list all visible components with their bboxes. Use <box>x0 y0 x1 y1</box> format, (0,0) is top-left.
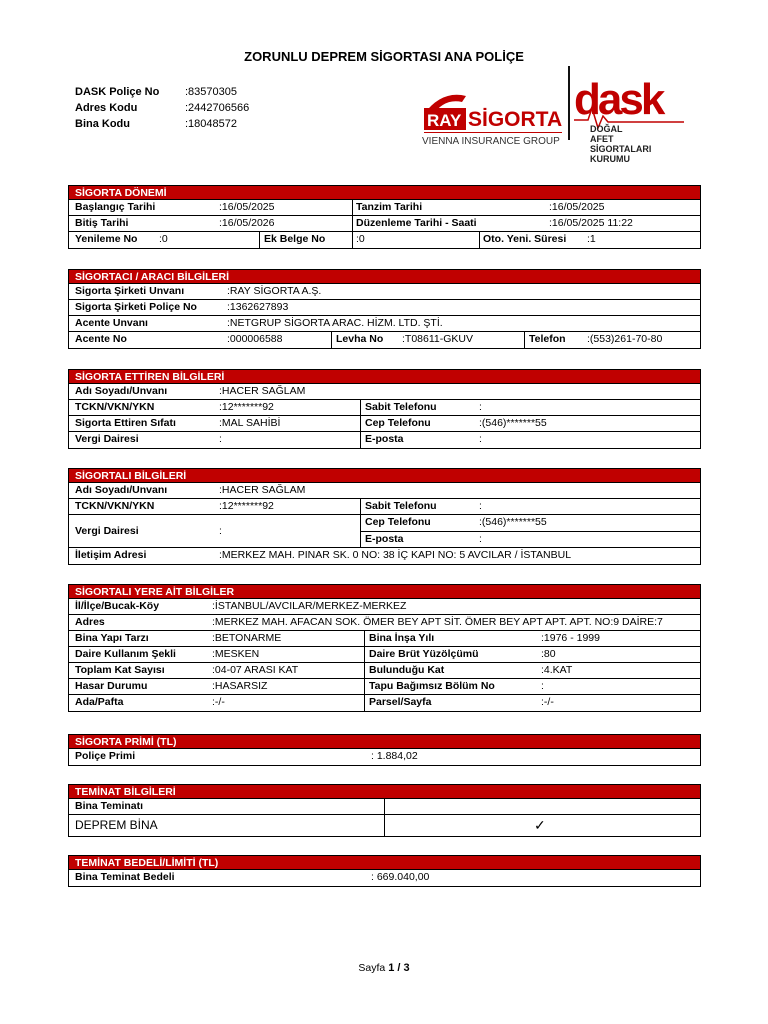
field-label: TCKN/VKN/YKN <box>75 401 155 413</box>
field-value: :04-07 ARASI KAT <box>212 664 299 676</box>
field-label: İletişim Adresi <box>75 549 147 561</box>
header-row <box>75 100 249 116</box>
header-label: Adres Kodu <box>75 102 138 114</box>
header-row <box>75 116 249 132</box>
field-value: :000006588 <box>227 333 283 345</box>
field-value: :(553)261-70-80 <box>587 333 663 345</box>
field-value: :1362627893 <box>227 301 289 313</box>
field-label: E-posta <box>365 433 404 445</box>
dask-logo <box>568 66 688 166</box>
section-sigorta-donemi <box>68 185 701 249</box>
field-value: :4.KAT <box>541 664 573 676</box>
field-value: :-/- <box>212 696 225 708</box>
table-row <box>69 515 700 548</box>
page-number: 1 / 3 <box>388 962 410 974</box>
section-title: TEMİNAT BİLGİLERİ <box>68 784 701 799</box>
table-row <box>69 695 700 711</box>
svg-text:dask: dask <box>574 75 663 124</box>
field-value: :1976 - 1999 <box>541 632 600 644</box>
field-label: Düzenleme Tarihi - Saati <box>356 217 477 229</box>
table-row <box>69 499 700 515</box>
section-title: SİGORTA ETTİREN BİLGİLERİ <box>68 369 701 384</box>
page-footer <box>0 962 768 974</box>
dask-logo-icon <box>568 66 688 170</box>
field-label: Telefon <box>529 333 566 345</box>
field-label: Poliçe Primi <box>75 750 136 762</box>
section-sigortali <box>68 468 701 565</box>
field-value: :0 <box>159 233 168 245</box>
field-label: DEPREM BİNA <box>75 818 158 832</box>
table-row <box>69 316 700 332</box>
table-row <box>69 870 700 886</box>
section-grid <box>68 384 701 449</box>
header-value: :2442706566 <box>185 102 250 114</box>
field-value: :MERKEZ MAH. PINAR SK. 0 NO: 38 İÇ KAPI NO: 5 AVCILAR / İSTANBUL <box>219 549 572 561</box>
ray-logo-icon <box>422 86 562 150</box>
field-value: :(546)*******55 <box>479 516 547 528</box>
field-label: E-posta <box>365 533 404 545</box>
table-row <box>69 663 700 679</box>
field-value: :0 <box>356 233 365 245</box>
table-row <box>69 548 700 564</box>
section-grid <box>68 200 701 249</box>
header-label: Bina Kodu <box>75 118 130 130</box>
table-row <box>69 483 700 499</box>
field-value: : <box>479 500 482 512</box>
section-sigortaci <box>68 269 701 349</box>
field-label: Bina Teminat Bedeli <box>75 871 175 883</box>
table-row <box>69 599 700 615</box>
field-value: :80 <box>541 648 556 660</box>
section-grid <box>68 284 701 349</box>
field-value: :RAY SİGORTA A.Ş. <box>227 285 322 297</box>
field-label: Sigorta Ettiren Sıfatı <box>75 417 176 429</box>
header-value: :83570305 <box>185 86 237 98</box>
table-row <box>69 416 700 432</box>
field-value: :HACER SAĞLAM <box>219 484 306 496</box>
field-value: :İSTANBUL/AVCILAR/MERKEZ-MERKEZ <box>212 600 407 612</box>
document-title: ZORUNLU DEPREM SİGORTASI ANA POLİÇE <box>244 49 524 64</box>
field-label: Cep Telefonu <box>365 417 431 429</box>
section-title: TEMİNAT BEDELİ/LİMİTİ (TL) <box>68 855 701 870</box>
table-row <box>69 200 700 216</box>
field-value: :MAL SAHİBİ <box>219 417 281 429</box>
section-grid <box>68 799 701 837</box>
field-label: Bina İnşa Yılı <box>369 632 435 644</box>
field-value: : <box>219 525 222 537</box>
field-value: :16/05/2026 <box>219 217 275 229</box>
section-teminat-bilgileri <box>68 784 701 837</box>
section-title: SİGORTA PRİMİ (TL) <box>68 734 701 749</box>
field-value: :-/- <box>541 696 554 708</box>
field-label: Vergi Dairesi <box>75 433 139 445</box>
field-value: : <box>541 680 544 692</box>
field-label: Ek Belge No <box>264 233 326 245</box>
field-label: Sabit Telefonu <box>365 401 437 413</box>
table-row <box>69 300 700 316</box>
field-label: Sigorta Şirketi Poliçe No <box>75 301 197 313</box>
table-row <box>69 284 700 300</box>
field-label: Yenileme No <box>75 233 138 245</box>
field-label: Parsel/Sayfa <box>369 696 432 708</box>
field-value: :HASARSIZ <box>212 680 268 692</box>
field-label: Toplam Kat Sayısı <box>75 664 165 676</box>
svg-text:AFET: AFET <box>590 134 614 144</box>
ray-sigorta-logo <box>422 86 562 155</box>
field-value: :16/05/2025 11:22 <box>549 217 633 229</box>
section-title: SİGORTALI YERE AİT BİLGİLER <box>68 584 701 599</box>
field-value: :T08611-GKUV <box>402 333 474 345</box>
table-row <box>69 332 700 348</box>
field-label: Tapu Bağımsız Bölüm No <box>369 680 495 692</box>
header-label: DASK Poliçe No <box>75 86 160 98</box>
section-sigorta-ettiren <box>68 369 701 449</box>
table-row <box>69 679 700 695</box>
field-label: Sabit Telefonu <box>365 500 437 512</box>
table-row <box>69 815 700 836</box>
field-value: : <box>479 433 482 445</box>
table-row <box>69 631 700 647</box>
field-value: : 669.040,00 <box>371 871 430 883</box>
policy-header <box>75 84 249 132</box>
section-title: SİGORTA DÖNEMİ <box>68 185 701 200</box>
table-row <box>69 799 700 815</box>
field-value: :BETONARME <box>212 632 282 644</box>
check-icon: ✓ <box>534 817 546 833</box>
svg-text:DOĞAL: DOĞAL <box>590 124 623 134</box>
svg-text:KURUMU: KURUMU <box>590 154 630 164</box>
field-value: : <box>479 401 482 413</box>
table-row <box>69 432 700 448</box>
field-label: Daire Brüt Yüzölçümü <box>369 648 479 660</box>
table-row <box>69 384 700 400</box>
field-label: Acente Unvanı <box>75 317 148 329</box>
section-grid <box>68 870 701 887</box>
svg-text:VIENNA INSURANCE GROUP: VIENNA INSURANCE GROUP <box>422 136 560 147</box>
field-label: Başlangıç Tarihi <box>75 201 156 213</box>
field-label: Levha No <box>336 333 384 345</box>
section-grid <box>68 483 701 565</box>
field-label: Bitiş Tarihi <box>75 217 129 229</box>
field-label: Acente No <box>75 333 127 345</box>
field-label: Bulunduğu Kat <box>369 664 445 676</box>
field-value: : <box>219 433 222 445</box>
section-teminat-bedeli <box>68 855 701 887</box>
table-row <box>69 647 700 663</box>
field-value: :12*******92 <box>219 401 274 413</box>
svg-text:SİGORTALARI: SİGORTALARI <box>590 144 652 154</box>
section-grid <box>68 749 701 766</box>
field-label: TCKN/VKN/YKN <box>75 500 155 512</box>
section-sigorta-primi <box>68 734 701 766</box>
field-label: Bina Teminatı <box>75 800 144 812</box>
svg-text:RAY: RAY <box>427 111 462 130</box>
section-sigortali-yer <box>68 584 701 712</box>
field-label: Vergi Dairesi <box>75 525 139 537</box>
field-label: Sigorta Şirketi Unvanı <box>75 285 185 297</box>
header-row <box>75 84 249 100</box>
table-row <box>69 232 700 248</box>
field-value: :HACER SAĞLAM <box>219 385 306 397</box>
page-label: Sayfa <box>358 962 386 974</box>
field-label: Adı Soyadı/Unvanı <box>75 484 168 496</box>
field-label: Tanzim Tarihi <box>356 201 423 213</box>
field-value: :NETGRUP SİGORTA ARAC. HİZM. LTD. ŞTİ. <box>227 317 443 329</box>
field-value: :(546)*******55 <box>479 417 547 429</box>
field-value: :1 <box>587 233 596 245</box>
field-label: İl/İlçe/Bucak-Köy <box>75 600 160 612</box>
section-title: SİGORTALI BİLGİLERİ <box>68 468 701 483</box>
header-value: :18048572 <box>185 118 237 130</box>
field-label: Bina Yapı Tarzı <box>75 632 149 644</box>
field-value: :16/05/2025 <box>219 201 275 213</box>
field-label: Adres <box>75 616 105 628</box>
field-label: Adı Soyadı/Unvanı <box>75 385 168 397</box>
table-row <box>69 615 700 631</box>
field-value: :MERKEZ MAH. AFACAN SOK. ÖMER BEY APT SİT. ÖMER BEY APT APT. APT. NO:9 DAİRE:7 <box>212 616 663 628</box>
field-value: :MESKEN <box>212 648 260 660</box>
field-value: :16/05/2025 <box>549 201 605 213</box>
section-title: SİGORTACI / ARACI BİLGİLERİ <box>68 269 701 284</box>
table-row <box>69 749 700 765</box>
svg-text:SİGORTA: SİGORTA <box>468 108 562 131</box>
field-value: : <box>479 533 482 545</box>
field-label: Cep Telefonu <box>365 516 431 528</box>
section-grid <box>68 599 701 712</box>
field-label: Oto. Yeni. Süresi <box>483 233 567 245</box>
field-value: :12*******92 <box>219 500 274 512</box>
table-row <box>69 216 700 232</box>
field-label: Hasar Durumu <box>75 680 148 692</box>
table-row <box>69 400 700 416</box>
field-label: Ada/Pafta <box>75 696 124 708</box>
field-value: : 1.884,02 <box>371 750 418 762</box>
field-label: Daire Kullanım Şekli <box>75 648 176 660</box>
